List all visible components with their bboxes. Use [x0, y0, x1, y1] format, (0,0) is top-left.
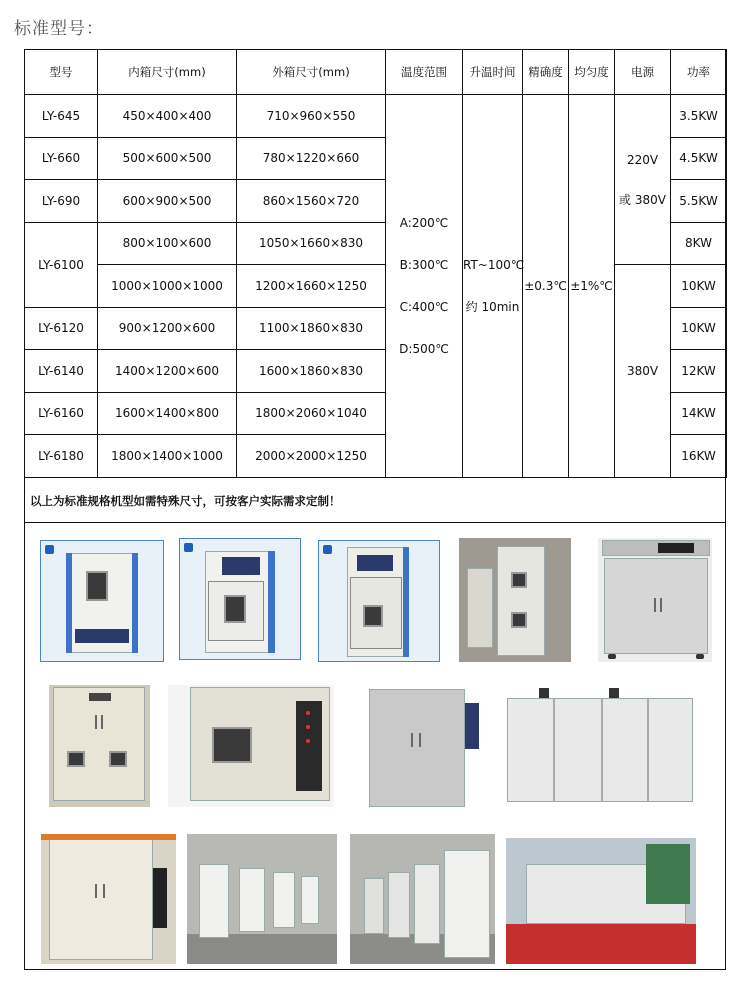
cell-inner: 900×1200×600: [98, 307, 237, 350]
oven-photo-3: [318, 540, 440, 662]
temp-c: C:400℃: [399, 299, 449, 314]
cell-outer: 1100×1860×830: [237, 307, 386, 350]
oven-photo-2: [179, 538, 301, 660]
cell-power: 3.5KW: [671, 95, 727, 138]
oven-photo-9: [489, 684, 700, 814]
cell-outer: 2000×2000×1250: [237, 435, 386, 478]
cell-model: LY-645: [25, 95, 98, 138]
cell-power: 14KW: [671, 392, 727, 435]
cell-outer: 780×1220×660: [237, 137, 386, 180]
cell-outer: 1800×2060×1040: [237, 392, 386, 435]
cell-model: LY-690: [25, 180, 98, 223]
oven-photo-4: [459, 538, 571, 662]
cell-power-supply-b: 380V: [615, 265, 671, 478]
cell-inner: 1400×1200×600: [98, 350, 237, 393]
heat-range: RT~100℃: [463, 257, 525, 272]
cell-model: LY-6100: [25, 222, 98, 307]
col-header-heat: 升温时间: [463, 50, 523, 95]
supply-220v: 220V: [626, 152, 659, 167]
supply-or-380v: 或 380V: [619, 192, 666, 207]
cell-outer: 860×1560×720: [237, 180, 386, 223]
brand-logo-icon: [323, 545, 332, 554]
oven-photo-8: [365, 683, 483, 811]
cell-inner: 600×900×500: [98, 180, 237, 223]
oven-photo-10: [41, 834, 176, 964]
cell-inner: 450×400×400: [98, 95, 237, 138]
brand-logo-icon: [45, 545, 54, 554]
cell-outer: 1600×1860×830: [237, 350, 386, 393]
oven-photo-5: [598, 538, 712, 662]
col-header-uniformity: 均匀度: [569, 50, 615, 95]
cell-inner: 1800×1400×1000: [98, 435, 237, 478]
cell-model: LY-6120: [25, 307, 98, 350]
cell-power: 5.5KW: [671, 180, 727, 223]
oven-photo-7: [168, 685, 334, 807]
cell-uniformity: ±1%℃: [569, 95, 615, 478]
cell-outer: 1200×1660×1250: [237, 265, 386, 308]
col-header-power-supply: 电源: [615, 50, 671, 95]
col-header-outer: 外箱尺寸(mm): [237, 50, 386, 95]
content-frame: [24, 49, 726, 970]
cell-inner: 800×100×600: [98, 222, 237, 265]
cell-outer: 710×960×550: [237, 95, 386, 138]
temp-a: A:200℃: [399, 215, 449, 230]
brand-logo-icon: [184, 543, 193, 552]
cell-accuracy: ±0.3℃: [523, 95, 569, 478]
cell-model: LY-6180: [25, 435, 98, 478]
cell-outer: 1050×1660×830: [237, 222, 386, 265]
col-header-temp: 温度范围: [386, 50, 463, 95]
cell-power: 4.5KW: [671, 137, 727, 180]
oven-photo-12: [350, 834, 495, 964]
cell-power: 10KW: [671, 307, 727, 350]
temp-b: B:300℃: [399, 257, 449, 272]
col-header-inner: 内箱尺寸(mm): [98, 50, 237, 95]
cell-power: 10KW: [671, 265, 727, 308]
oven-photo-6: [49, 685, 150, 807]
section-heading: 标准型号：: [14, 19, 104, 39]
oven-photo-13: [506, 838, 696, 964]
custom-size-note: 以上为标准规格机型如需特殊尺寸，可按客户实际需求定制！: [24, 480, 726, 523]
cell-power: 16KW: [671, 435, 727, 478]
oven-photo-1: [40, 540, 164, 662]
temp-d: D:500℃: [399, 341, 449, 356]
col-header-accuracy: 精确度: [523, 50, 569, 95]
cell-inner: 1000×1000×1000: [98, 265, 237, 308]
cell-model: LY-660: [25, 137, 98, 180]
cell-model: LY-6160: [25, 392, 98, 435]
cell-inner: 1600×1400×800: [98, 392, 237, 435]
oven-photo-11: [187, 834, 337, 964]
col-header-model: 型号: [25, 50, 98, 95]
cell-power: 12KW: [671, 350, 727, 393]
col-header-power: 功率: [671, 50, 727, 95]
cell-inner: 500×600×500: [98, 137, 237, 180]
cell-model: LY-6140: [25, 350, 98, 393]
cell-power: 8KW: [671, 222, 727, 265]
heat-duration: 约 10min: [465, 299, 520, 314]
